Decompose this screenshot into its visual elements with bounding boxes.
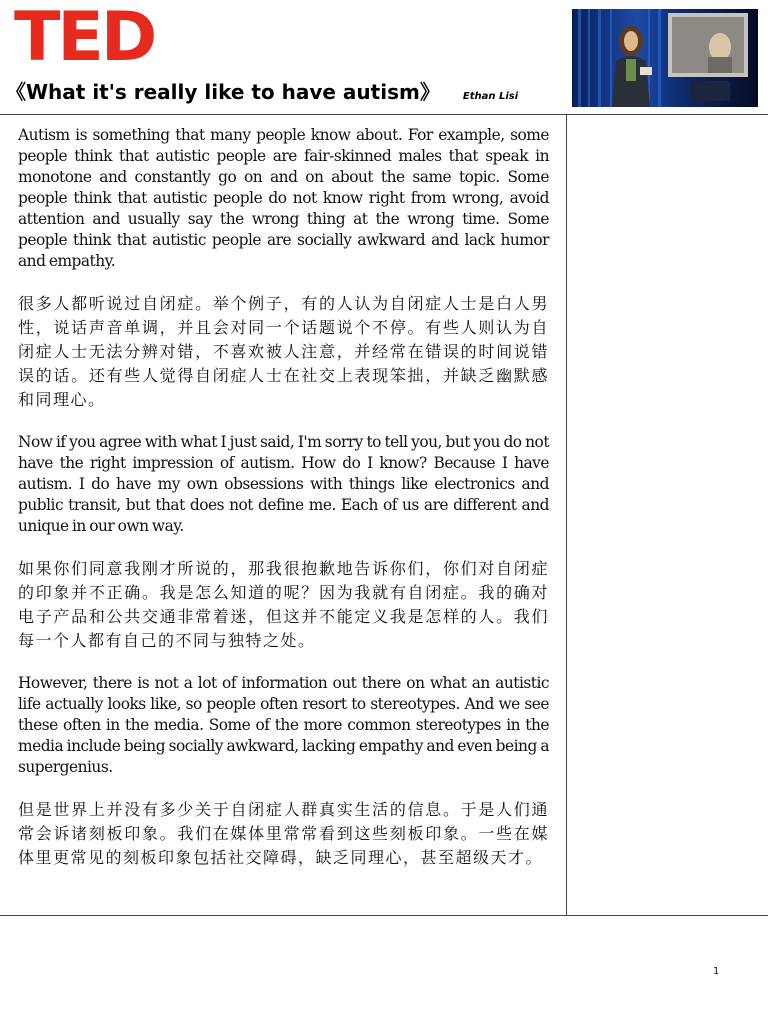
page-number: 1 <box>713 966 720 977</box>
speaker-photo-illustration <box>572 9 758 107</box>
title-row <box>6 76 566 105</box>
speaker-name: Ethan Lisi <box>462 91 519 102</box>
ted-logo: TED <box>14 0 155 77</box>
header-divider <box>0 114 768 115</box>
speaker-photo <box>572 9 758 107</box>
paragraph-english: However, there is not a lot of information out there on what an autistic life actually looks like, so people often resort to stereotypes. And we see these often in the media. Some of the more common stereotypes in the media include being socially awkward, lacking empathy and even being a supergenius. <box>18 674 549 776</box>
paragraph-chinese: 如果你们同意我刚才所说的，那我很抱歉地告诉你们，你们对自闭症的印象并不正确。我是怎么知道的呢？因为我就有自闭症。我的确对电子产品和公共交通非常着迷，但这并不能定义我是怎样的人。我们每一个人都有自己的不同与独特之处。 <box>18 559 549 650</box>
paragraph-chinese: 很多人都听说过自闭症。举个例子，有的人认为自闭症人士是白人男性，说话声音单调，并且会对同一个话题说个不停。有些人则认为自闭症人士无法分辨对错，不喜欢被人注意，并经常在错误的时间说错误的话。还有些人觉得自闭症人士在社交上表现笨拙，并缺乏幽默感和同理心。 <box>18 294 549 409</box>
footer-divider <box>0 915 768 916</box>
transcript-body <box>18 125 549 890</box>
paragraph-english: Autism is something that many people know about. For example, some people think that autistic people are fair-skinned males that speak in monotone and constantly go on and on about the same topic. Some people think that autistic people do not know right from wrong, avoid attention and usually say the wrong thing at the wrong time. Some people think that autistic people are socially awkward and lack humor and empathy. <box>18 126 549 270</box>
paragraph-chinese: 但是世界上并没有多少关于自闭症人群真实生活的信息。于是人们通常会诉诸刻板印象。我们在媒体里常常看到这些刻板印象。一些在媒体里更常见的刻板印象包括社交障碍，缺乏同理心，甚至超级天才。 <box>18 800 549 867</box>
talk-title: 《What it's really like to have autism》 <box>6 80 440 104</box>
column-divider <box>566 114 567 915</box>
paragraph-english: Now if you agree with what I just said, I'm sorry to tell you, but you do not have the right impression of autism. How do I know? Because I have autism. I do have my own obsessions with things like electronics and public transit, but that does not define me. Each of us are different and unique in our own way. <box>18 433 549 535</box>
